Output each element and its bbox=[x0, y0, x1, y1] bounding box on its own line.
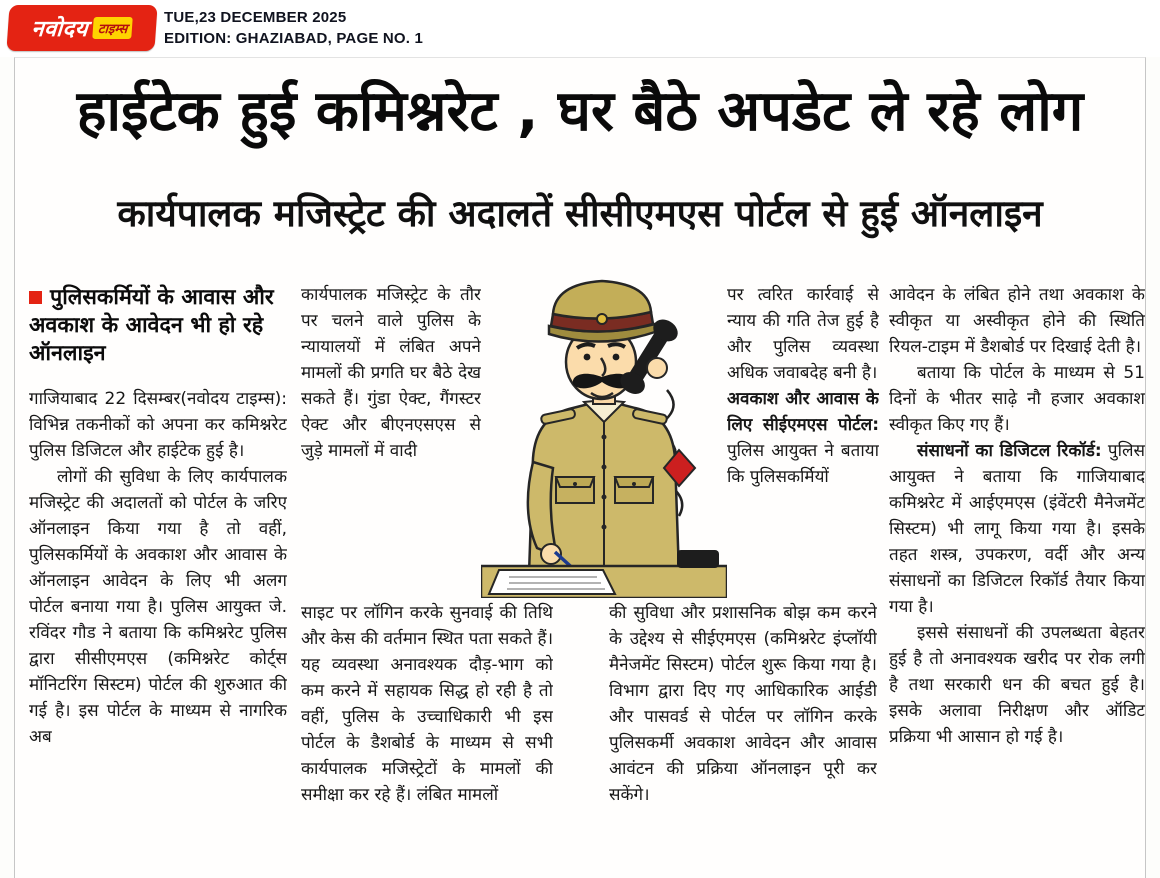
edition-line: EDITION: GHAZIABAD, PAGE NO. 1 bbox=[164, 30, 424, 47]
paragraph-with-lead bbox=[727, 386, 879, 490]
masthead-info bbox=[164, 7, 423, 49]
article-frame bbox=[14, 57, 1146, 878]
section-lead-rest: पुलिस आयुक्त ने बताया कि पुलिसकर्मियों bbox=[727, 441, 879, 487]
column-1 bbox=[29, 284, 287, 868]
standfirst-text: पुलिसकर्मियों के आवास और अवकाश के आवेदन भी हो रहे ऑनलाइन bbox=[29, 285, 274, 366]
paragraph-with-lead bbox=[889, 438, 1145, 620]
headline: हाईटेक हुई कमिश्नरेट , घर बैठे अपडेट ले रहे लोग bbox=[76, 79, 1084, 144]
police-officer-cartoon-svg bbox=[481, 272, 727, 598]
section-lead-bold: अवकाश और आवास के लिए सीईएमएस पोर्टल: bbox=[727, 389, 879, 435]
column-3-bottom bbox=[609, 600, 877, 868]
paragraph: बताया कि पोर्टल के माध्यम से 51 दिनों के भीतर साढ़े नौ हजार अवकाश स्वीकृत किए गए हैं। bbox=[889, 363, 1145, 435]
red-square-bullet-icon bbox=[29, 291, 42, 304]
police-officer-on-phone-illustration bbox=[481, 272, 727, 598]
paragraph: गाजियाबाद 22 दिसम्बर(नवोदय टाइम्स): विभिन्न तकनीकों को अपना कर कमिश्नरेट पुलिस डिजिटल और हाईटेक हुई है। bbox=[29, 389, 287, 461]
column-2-bottom bbox=[301, 600, 553, 868]
paragraph: इससे संसाधनों की उपलब्धता बेहतर हुई है तो अनावश्यक खरीद पर रोक लगी है तथा सरकारी धन की बचत हुई है। इसके अलावा निरीक्षण और ऑडिट प्रक्रिया भी आसान हो गई है। bbox=[889, 623, 1145, 747]
paragraph: आवेदन के लंबित होने तथा अवकाश के स्वीकृत या अस्वीकृत होने की स्थिति रियल-टाइम में डैशबोर्ड पर दिखाई देती है। bbox=[889, 285, 1145, 357]
paragraph: पर त्वरित कार्रवाई से न्याय की गति तेज हुई है और पुलिस व्यवस्था अधिक जवाबदेह बनी है। bbox=[727, 285, 879, 383]
column-4 bbox=[889, 282, 1145, 868]
masthead bbox=[0, 0, 1160, 57]
logo-text-sub: टाइम्स bbox=[92, 17, 133, 39]
paragraph: लोगों की सुविधा के लिए कार्यपालक मजिस्ट्रेट की अदालतों को पोर्टल के जरिए ऑनलाइन किया गया है तो वहीं, पुलिसकर्मियों के अवकाश और आवास के ऑनलाइन आवेदन के लिए भी अलग पोर्टल बनाया गया है। पुलिस आयुक्त जे. रविंदर गौड ने बताया कि कमिश्नरेट पुलिस द्वारा सीसीएमएस (कमिश्नरेट कोर्ट्स मॉनिटरिंग सिस्टम) पोर्टल की शुरुआत की गई है। इस पोर्टल के माध्यम से नागरिक अब bbox=[29, 467, 287, 747]
section-lead-rest: पुलिस आयुक्त ने बताया कि गाजियाबाद कमिश्नरेट में आईएमएस (इंवेंटरी मैनेजमेंट सिस्टम) भी लागू किया गया है। इसके तहत शस्त्र, उपकरण, वर्दी और अन्य संसाधनों का डिजिटल रिकॉर्ड तैयार किया गया है। bbox=[889, 441, 1145, 617]
standfirst bbox=[29, 284, 287, 368]
paragraph: कार्यपालक मजिस्ट्रेट के तौर पर चलने वाले पुलिस के न्यायालयों में लंबित अपने मामलों की प्रगति घर बैठे देख सकते हैं। गुंडा ऐक्ट, गैंगस्टर ऐक्ट और बीएनएसएस से जुड़े मामलों में वादी bbox=[301, 285, 481, 461]
logo-text-main: नवोदय bbox=[30, 17, 89, 42]
column-2-top bbox=[301, 282, 481, 600]
section-lead-bold: संसाधनों का डिजिटल रिकॉर्ड: bbox=[917, 441, 1102, 461]
subheadline: कार्यपालक मजिस्ट्रेट की अदालतें सीसीएमएस पोर्टल से हुई ऑनलाइन bbox=[117, 192, 1043, 235]
newspaper-logo bbox=[6, 5, 157, 51]
paragraph: साइट पर लॉगिन करके सुनवाई की तिथि और केस की वर्तमान स्थित पता सकते हैं। यह व्यवस्था अनावश्यक दौड़-भाग को कम करने में सहायक सिद्ध हो रही है तो वहीं, पुलिस के उच्चाधिकारी भी इस पोर्टल के डैशबोर्ड के माध्यम से सभी कार्यपालक मजिस्ट्रेटों के मामलों की समीक्षा कर रहे हैं। लंबित मामलों bbox=[301, 603, 553, 805]
date-line: TUE,23 DECEMBER 2025 bbox=[164, 9, 347, 26]
paragraph: की सुविधा और प्रशासनिक बोझ कम करने के उद्देश्य से सीईएमएस (कमिश्नरेट इंप्लॉयी मैनेजमेंट सिस्टम) पोर्टल शुरू किया गया है। विभाग द्वारा दिए गए आधिकारिक आईडी और पासवर्ड से पोर्टल पर लॉगिन करके पुलिसकर्मी अवकाश आवेदन और आवास आवंटन की प्रक्रिया ऑनलाइन पूरी कर सकेंगे। bbox=[609, 603, 877, 805]
column-3-top bbox=[727, 282, 879, 600]
